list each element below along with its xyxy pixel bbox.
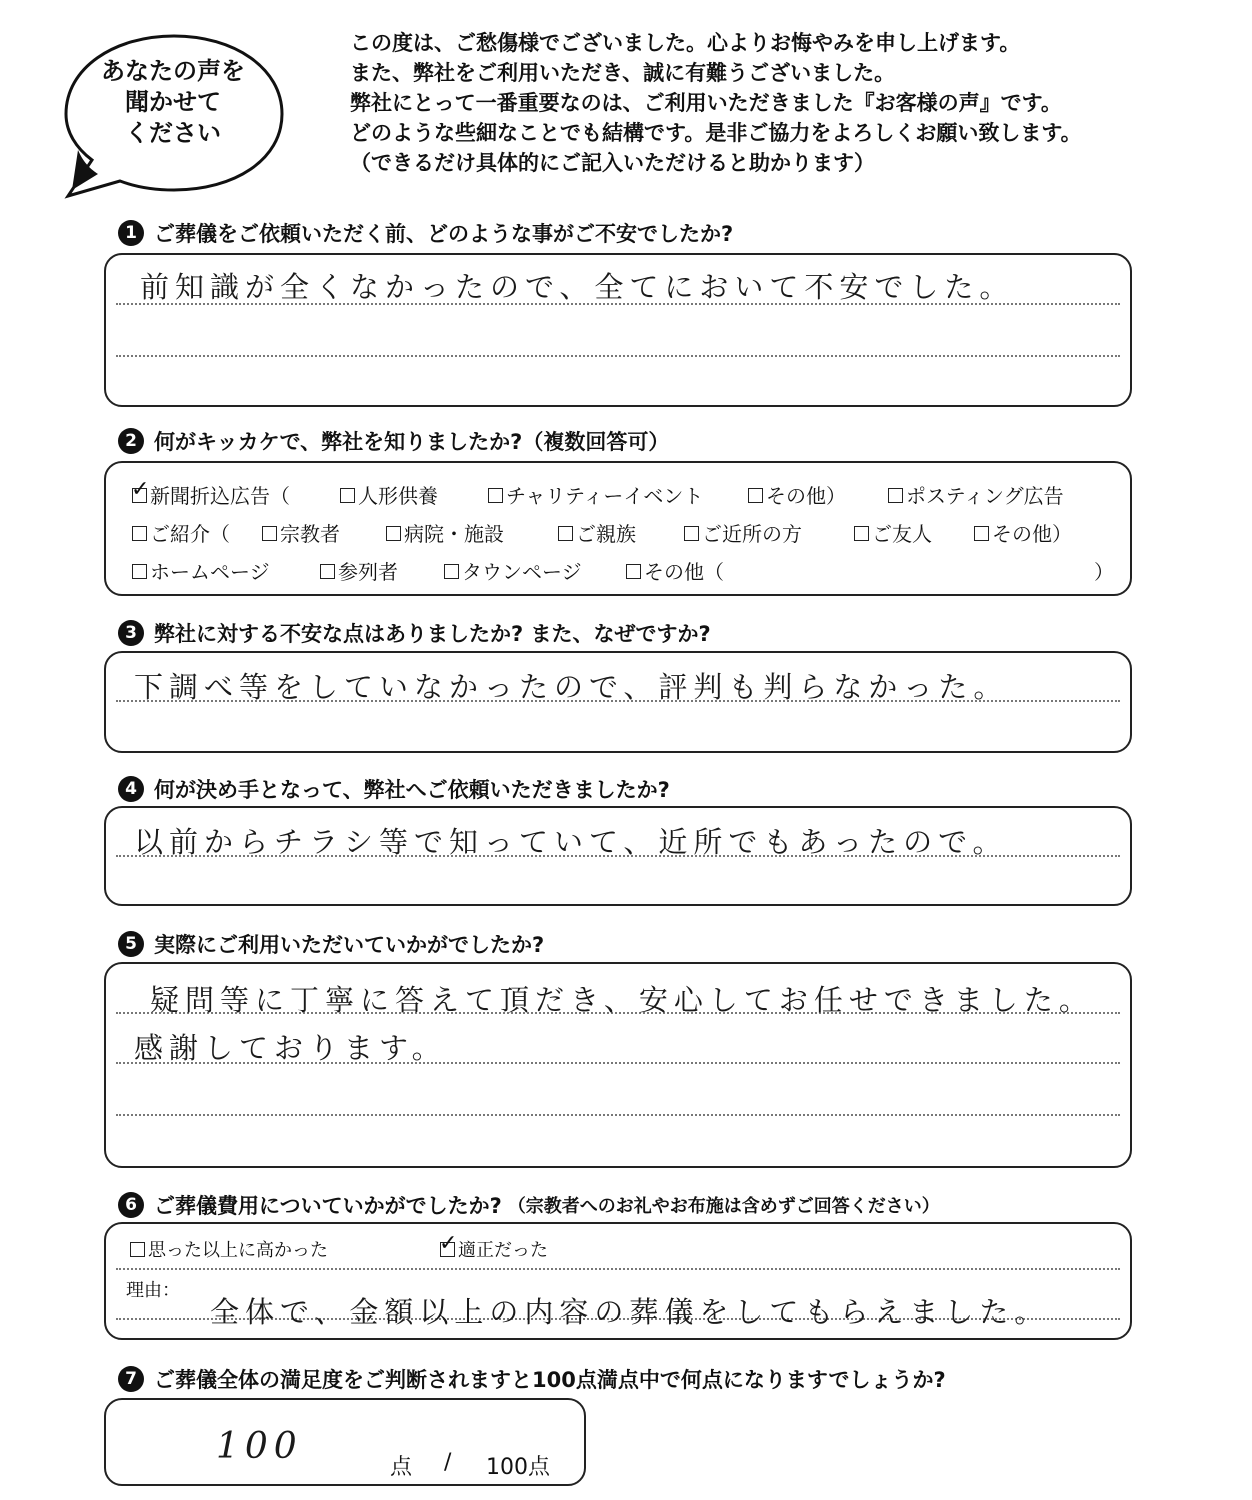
option-referral[interactable]: ご紹介（ xyxy=(132,518,230,547)
option-friends[interactable]: ご友人 xyxy=(854,518,932,547)
close-paren: ） xyxy=(1094,560,1114,584)
question-3 xyxy=(118,618,711,648)
option-homepage[interactable]: ホームページ xyxy=(132,556,270,585)
question-5 xyxy=(118,929,544,959)
checkbox[interactable] xyxy=(558,526,573,541)
number-badge: 3 xyxy=(118,620,144,646)
checkbox[interactable] xyxy=(340,488,355,503)
question-6 xyxy=(118,1190,940,1220)
checkbox[interactable] xyxy=(262,526,277,541)
question-2 xyxy=(118,426,669,456)
handwritten-answer: 全体で、金額以上の内容の葬儀をしてもらえました。 xyxy=(210,1295,1050,1329)
handwritten-answer: 下調べ等をしていなかったので、評判も判らなかった。 xyxy=(134,670,1009,704)
handwritten-answer-line1: 疑問等に丁寧に答えて頂だき、安心してお任せできました。 xyxy=(150,983,1094,1017)
question-text: ご葬儀をご依頼いただく前、どのような事がご不安でしたか? xyxy=(154,222,734,246)
checkbox-checked[interactable] xyxy=(131,477,150,503)
number-badge: 7 xyxy=(118,1366,144,1392)
checkbox[interactable] xyxy=(974,526,989,541)
answer-box-1[interactable] xyxy=(104,253,1132,407)
check-mark-icon: ✓ xyxy=(439,1230,458,1256)
answer-box-5[interactable] xyxy=(104,962,1132,1168)
number-badge: 1 xyxy=(118,220,144,246)
option-neighbors[interactable]: ご近所の方 xyxy=(684,518,802,547)
bubble-title: あなたの声を 聞かせて ください xyxy=(101,57,245,147)
handwritten-answer-line2: 感謝しております。 xyxy=(134,1031,447,1065)
option-other-3[interactable]: その他（ xyxy=(626,556,724,585)
option-attendee[interactable]: 参列者 xyxy=(320,556,398,585)
option-doll[interactable]: 人形供養 xyxy=(340,480,438,509)
handwritten-answer: 以前からチラシ等で知っていて、近所でもあったので。 xyxy=(134,825,1008,859)
question-4 xyxy=(118,774,670,804)
number-badge: 6 xyxy=(118,1192,144,1218)
checkbox[interactable] xyxy=(888,488,903,503)
option-charity[interactable]: チャリティーイベント xyxy=(488,480,703,509)
question-text: 何がキッカケで、弊社を知りましたか?（複数回答可） xyxy=(154,430,670,454)
checkbox-checked[interactable] xyxy=(439,1230,458,1257)
checkbox[interactable] xyxy=(748,488,763,503)
score-unit: 点 xyxy=(390,1455,413,1480)
handwritten-answer: 前知識が全くなかったので、全てにおいて不安でした。 xyxy=(140,270,1015,304)
checkbox[interactable] xyxy=(132,564,147,579)
number-badge: 4 xyxy=(118,776,144,802)
option-posting[interactable]: ポスティング広告 xyxy=(888,480,1064,509)
question-text: ご葬儀費用についていかがでしたか? xyxy=(154,1194,502,1218)
option-appropriate[interactable]: ✓ 適正だった xyxy=(439,1230,548,1261)
question-text: 実際にご利用いただいていかがでしたか? xyxy=(154,933,545,957)
checkbox[interactable] xyxy=(132,526,147,541)
score-max: 100点 xyxy=(486,1455,550,1480)
checkbox[interactable] xyxy=(854,526,869,541)
score-slash: / xyxy=(444,1450,452,1475)
option-other-2[interactable]: その他） xyxy=(974,518,1072,547)
answer-box-4[interactable] xyxy=(104,806,1132,906)
checkbox[interactable] xyxy=(320,564,335,579)
question-1 xyxy=(118,218,733,248)
checkbox[interactable] xyxy=(386,526,401,541)
option-religious[interactable]: 宗教者 xyxy=(262,518,340,547)
intro-text: この度は、ご愁傷様でございました。心よりお悔やみを申し上げます。 また、弊社をご利用いただき、誠に有難うございました。 弊社にとって一番重要なのは、ご利用いただきました『お客様の声』です。 どのような些細なことでも結構です。是非ご協力をよろしくお願い致します。 （できるだけ具体的にご記入いただけると助かります） xyxy=(350,31,1082,175)
question-text: 何が決め手となって、弊社へご依頼いただきましたか? xyxy=(154,778,670,802)
question-text: 弊社に対する不安な点はありましたか? また、なぜですか? xyxy=(154,622,711,646)
option-hospital[interactable]: 病院・施設 xyxy=(386,518,504,547)
question-text: ご葬儀全体の満足度をご判断されますと100点満点中で何点になりますでしょうか? xyxy=(154,1368,946,1392)
number-badge: 5 xyxy=(118,931,144,957)
number-badge: 2 xyxy=(118,428,144,454)
question-7 xyxy=(118,1364,946,1394)
handwritten-score: 100 xyxy=(216,1426,303,1467)
checkbox[interactable] xyxy=(626,564,641,579)
reason-label: 理由： xyxy=(126,1280,180,1301)
checkbox[interactable] xyxy=(684,526,699,541)
checkbox[interactable] xyxy=(488,488,503,503)
checkbox[interactable] xyxy=(130,1242,145,1257)
question-note: （宗教者へのお礼やお布施は含めずご回答ください） xyxy=(507,1196,940,1217)
answer-box-3[interactable] xyxy=(104,651,1132,753)
check-mark-icon: ✓ xyxy=(131,477,150,502)
option-townpage[interactable]: タウンページ xyxy=(444,556,582,585)
option-other-1[interactable]: その他） xyxy=(748,480,846,509)
option-newspaper[interactable]: ✓ 新聞折込広告（ xyxy=(131,477,290,508)
option-relatives[interactable]: ご親族 xyxy=(558,518,636,547)
checkbox[interactable] xyxy=(444,564,459,579)
option-too-expensive[interactable]: 思った以上に高かった xyxy=(130,1236,328,1262)
